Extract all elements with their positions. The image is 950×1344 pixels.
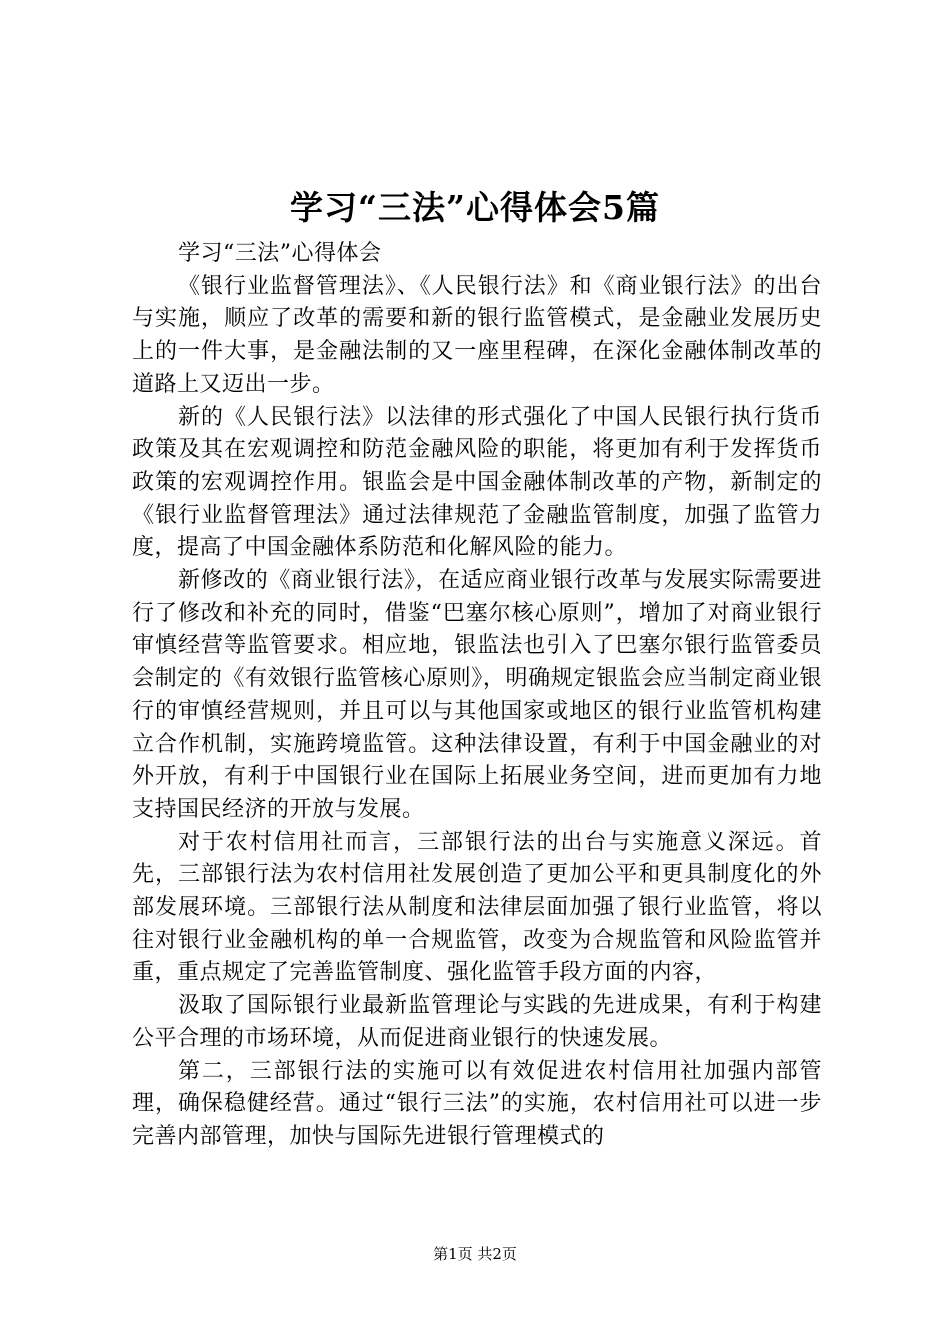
paragraph: 汲取了国际银行业最新监管理论与实践的先进成果，有利于构建公平合理的市场环境，从而促进商业银行的快速发展。 xyxy=(132,993,822,1051)
paragraph: 新的《人民银行法》以法律的形式强化了中国人民银行执行货币政策及其在宏观调控和防范金融风险的职能，将更加有利于发挥货币政策的宏观调控作用。银监会是中国金融体制改革的产物，新制定的《银行业监督管理法》通过法律规范了金融监管制度，加强了监管力度，提高了中国金融体系防范和化解风险的能力。 xyxy=(132,404,822,561)
paragraph: 新修改的《商业银行法》，在适应商业银行改革与发展实际需要进行了修改和补充的同时，借鉴“巴塞尔核心原则”，增加了对商业银行审慎经营等监管要求。相应地，银监法也引入了巴塞尔银行监管委员会制定的《有效银行监管核心原则》，明确规定银监会应当制定商业银行的审慎经营规则，并且可以与其他国家或地区的银行业监管机构建立合作机制，实施跨境监管。这种法律设置，有利于中国金融业的对外开放，有利于中国银行业在国际上拓展业务空间，进而更加有力地支持国民经济的开放与发展。 xyxy=(132,568,822,822)
paragraph-subtitle: 学习“三法”心得体会 xyxy=(178,241,382,266)
document-body xyxy=(132,238,822,1154)
paragraph: 对于农村信用社而言，三部银行法的出台与实施意义深远。首先，三部银行法为农村信用社发展创造了更加公平和更具制度化的外部发展环境。三部银行法从制度和法律层面加强了银行业监管，将以往对银行业金融机构的单一合规监管，改变为合规监管和风险监管并重，重点规定了完善监管制度、强化监管手段方面的内容， xyxy=(132,829,822,986)
paragraph: 《银行业监督管理法》、《人民银行法》和《商业银行法》的出台与实施，顺应了改革的需要和新的银行监管模式，是金融业发展历史上的一件大事，是金融法制的又一座里程碑，在深化金融体制改革的道路上又迈出一步。 xyxy=(132,273,822,397)
paragraph: 第二，三部银行法的实施可以有效促进农村信用社加强内部管理，确保稳健经营。通过“银行三法”的实施，农村信用社可以进一步完善内部管理，加快与国际先进银行管理模式的 xyxy=(132,1058,822,1149)
page-footer: 第1页 共2页 xyxy=(433,1245,517,1263)
document-title: 学习“三法”心得体会5篇 xyxy=(290,188,660,227)
